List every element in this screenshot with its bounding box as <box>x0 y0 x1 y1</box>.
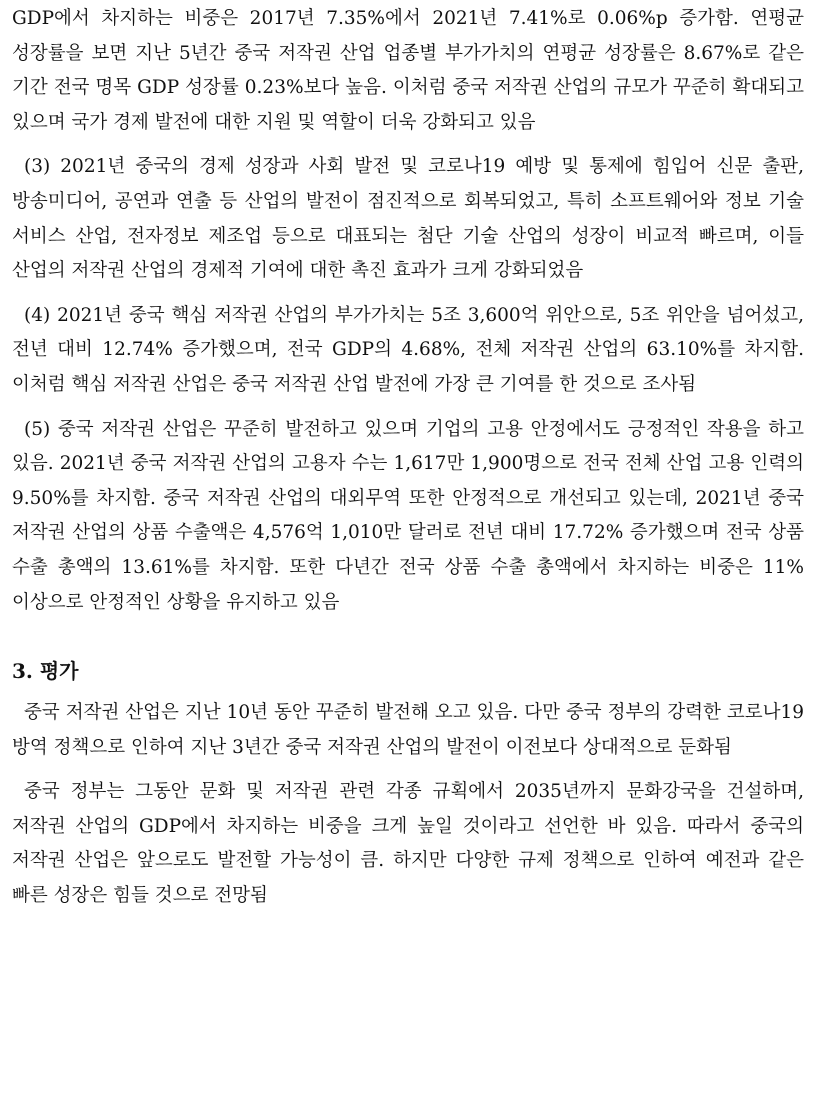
paragraph-item-3: (3) 2021년 중국의 경제 성장과 사회 발전 및 코로나19 예방 및 통제에 힘입어 신문 출판, 방송미디어, 공연과 연출 등 산업의 발전이 점진적으로 회복되었고, 특히 소프트웨어와 정보 기술 서비스 산업, 전자정보 제조업 등으로 대표되는 첨단 기술 산업의 성장이 비교적 빠르며, 이들 산업의 저작권 산업의 경제적 기여에 대한 촉진 효과가 크게 강화되었음 <box>12 156 804 282</box>
paragraph-item-5: (5) 중국 저작권 산업은 꾸준히 발전하고 있으며 기업의 고용 안정에서도 긍정적인 작용을 하고 있음. 2021년 중국 저작권 산업의 고용자 수는 1,617만 1,900명으로 전국 전체 산업 고용 인력의 9.50%를 차지함. 중국 저작권 산업의 대외무역 또한 안정적으로 개선되고 있는데, 2021년 중국 저작권 산업의 상품 수출액은 4,576억 1,010만 달러로 전년 대비 17.72% 증가했으며 전국 상품 수출 총액의 13.61%를 차지함. 또한 다년간 전국 상품 수출 총액에서 차지하는 비중은 11% 이상으로 안정적인 상황을 유지하고 있음 <box>12 418 804 613</box>
paragraph-gdp-share: GDP에서 차지하는 비중은 2017년 7.35%에서 2021년 7.41%로 0.06%p 증가함. 연평균 성장률을 보면 지난 5년간 중국 저작권 산업 업종별 부가가치의 연평균 성장률은 8.67%로 같은 기간 전국 명목 GDP 성장률 0.23%보다 높음. 이처럼 중국 저작권 산업의 규모가 꾸준히 확대되고 있으며 국가 경제 발전에 대한 지원 및 역할이 더욱 강화되고 있음 <box>12 8 804 133</box>
paragraph-item-4: (4) 2021년 중국 핵심 저작권 산업의 부가가치는 5조 3,600억 위안으로, 5조 위안을 넘어섰고, 전년 대비 12.74% 증가했으며, 전국 GDP의 4.68%, 전체 저작권 산업의 63.10%를 차지함. 이처럼 핵심 저작권 산업은 중국 저작권 산업 발전에 가장 큰 기여를 한 것으로 조사됨 <box>12 304 804 395</box>
section-heading-evaluation: 3. 평가 <box>12 659 79 684</box>
paragraph-evaluation-2: 중국 정부는 그동안 문화 및 저작권 관련 각종 규획에서 2035년까지 문화강국을 건설하며, 저작권 산업의 GDP에서 차지하는 비중을 크게 높일 것이라고 선언한 바 있음. 따라서 중국의 저작권 산업은 앞으로도 발전할 가능성이 큼. 하지만 다양한 규제 정책으로 인하여 예전과 같은 빠른 성장은 힘들 것으로 전망됨 <box>12 781 804 907</box>
paragraph-evaluation-1: 중국 저작권 산업은 지난 10년 동안 꾸준히 발전해 오고 있음. 다만 중국 정부의 강력한 코로나19 방역 정책으로 인하여 지난 3년간 중국 저작권 산업의 발전이 이전보다 상대적으로 둔화됨 <box>12 702 804 758</box>
